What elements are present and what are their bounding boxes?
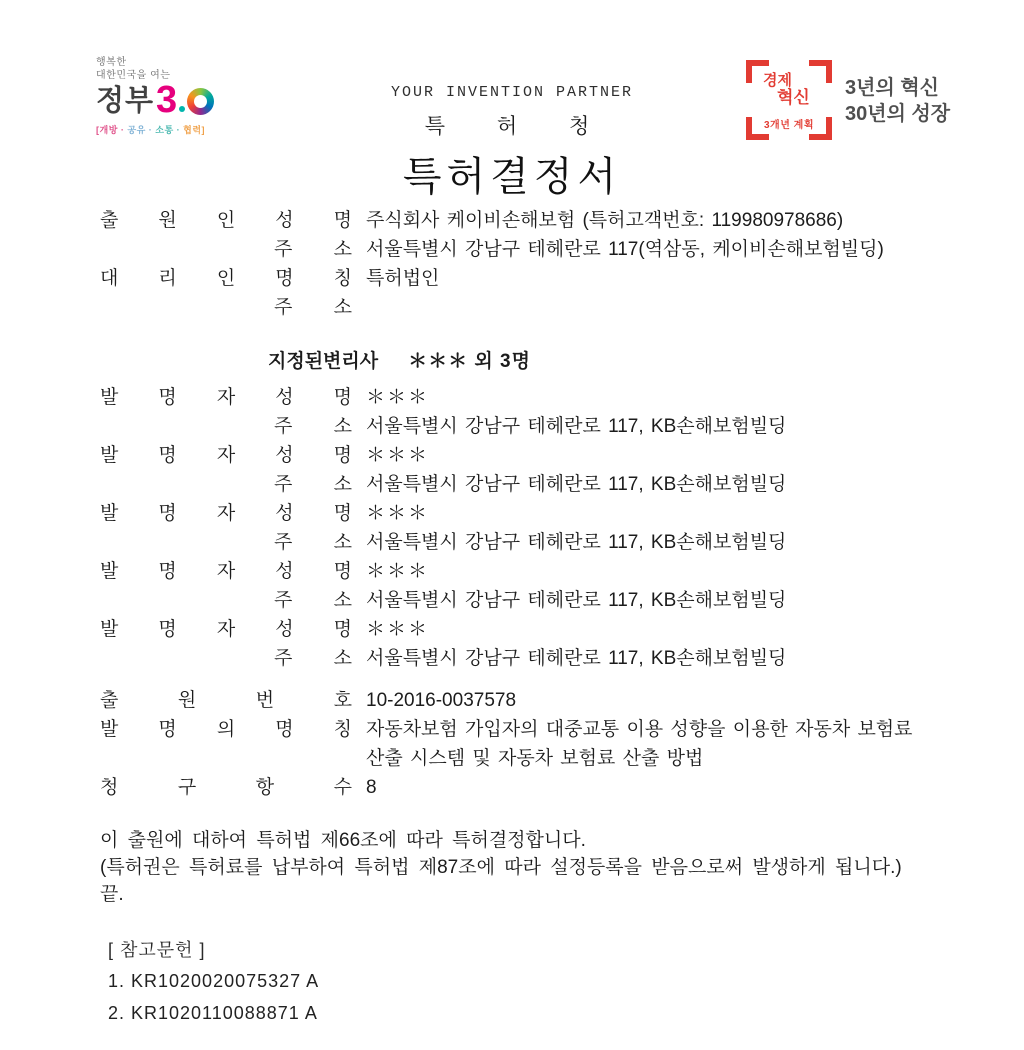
agent-address-row (100, 293, 924, 322)
inventor-address-row (100, 412, 924, 441)
inventor-address-value: 서울특별시 강남구 테헤란로 117, KB손해보험빌딩 (366, 474, 787, 495)
applicant-name-row (100, 206, 924, 235)
decision-line2: (특허권은 특허료를 납부하여 특허법 제87조에 따라 설정등록을 받음으로써 발생하게 됩니다.) 끝. (100, 857, 902, 905)
kipo-office-name: 특 허 청 (424, 115, 600, 138)
economy-innovation-logo (746, 60, 950, 140)
references-section (108, 935, 924, 1029)
inventor-address-label: 주 소 (274, 648, 352, 669)
application-number-label: 출 원 번 호 (100, 690, 352, 711)
inventor-address-row (100, 644, 924, 673)
claims-count-row (100, 773, 924, 802)
application-info (100, 686, 924, 802)
kipo-tagline: YOUR INVENTION PARTNER (390, 84, 634, 101)
inventor-name-value: ＊＊＊ (366, 387, 430, 408)
inventor-name-row (100, 615, 924, 644)
econ-word3: 3개년 계획 (764, 120, 814, 131)
gov30-slogan-word: 소통 · (155, 125, 181, 135)
econ-word2: 혁신 (777, 88, 810, 107)
decision-line1: 이 출원에 대하여 특허법 제66조에 따라 특허결정합니다. (100, 830, 586, 851)
applicant-address-value: 서울특별시 강남구 테헤란로 117(역삼동, 케이비손해보험빌딩) (366, 239, 884, 260)
inventor-name-label: 발 명 자 성 명 (100, 387, 352, 408)
inventor-name-row (100, 441, 924, 470)
inventor-address-label: 주 소 (274, 590, 352, 611)
document-body (100, 206, 924, 1029)
econ-slogan-line2: 30년의 성장 (845, 103, 951, 125)
designated-attorney-label: 지정된변리사 (268, 351, 379, 372)
inventor-address-value: 서울특별시 강남구 테헤란로 117, KB손해보험빌딩 (366, 416, 787, 437)
inventor-address-value: 서울특별시 강남구 테헤란로 117, KB손해보험빌딩 (366, 648, 787, 669)
econ-slogan (845, 75, 950, 127)
agent-name-value: 특허법인 (366, 268, 440, 289)
inventor-address-row (100, 470, 924, 499)
application-number-row (100, 686, 924, 715)
applicant-address-label: 주 소 (274, 239, 352, 260)
claims-count-value: 8 (366, 777, 377, 798)
econ-word1: 경제 (763, 72, 792, 89)
inventor-address-label: 주 소 (274, 532, 352, 553)
application-number-value: 10-2016-0037578 (366, 690, 517, 711)
applicant-address-row (100, 235, 924, 264)
invention-title-value: 자동차보험 가입자의 대중교통 이용 성향을 이용한 자동차 보험료 산출 시스템 및 자동차 보험료 산출 방법 (366, 719, 913, 769)
inventor-name-label: 발 명 자 성 명 (100, 503, 352, 524)
gov30-slogan-word: [개방 · (96, 125, 125, 135)
designated-attorney-row (268, 347, 924, 376)
applicant-name-value: 주식회사 케이비손해보험 (특허고객번호: 119980978686) (366, 210, 844, 231)
document-title: 특허결정서 (402, 155, 622, 199)
decision-statement (100, 827, 924, 908)
gov30-tagline-line1: 행복한 (96, 57, 127, 68)
inventor-address-label: 주 소 (274, 474, 352, 495)
gov30-number-three: 3 (156, 79, 178, 121)
reference-item: 1. KR1020020075327 A (108, 971, 320, 991)
invention-title-label: 발 명 의 명 칭 (100, 719, 352, 740)
inventor-name-label: 발 명 자 성 명 (100, 561, 352, 582)
inventor-list (100, 383, 924, 673)
inventor-name-value: ＊＊＊ (366, 445, 430, 466)
agent-name-row (100, 264, 924, 293)
inventor-name-label: 발 명 자 성 명 (100, 619, 352, 640)
inventor-address-value: 서울특별시 강남구 테헤란로 117, KB손해보험빌딩 (366, 532, 787, 553)
inventor-address-row (100, 528, 924, 557)
agent-name-label: 대 리 인 명 칭 (100, 268, 352, 289)
gov30-slogan-word: 협력] (183, 125, 206, 135)
bracket-corner-icon (809, 60, 832, 83)
inventor-name-value: ＊＊＊ (366, 503, 430, 524)
inventor-name-value: ＊＊＊ (366, 619, 430, 640)
claims-count-label: 청 구 항 수 (100, 777, 352, 798)
applicant-name-label: 출 원 인 성 명 (100, 210, 352, 231)
gov30-tagline-line2: 대한민국을 여는 (96, 70, 171, 81)
econ-slogan-line1: 3년의 혁신 (845, 77, 939, 99)
inventor-name-value: ＊＊＊ (366, 561, 430, 582)
inventor-name-row (100, 557, 924, 586)
reference-item: 2. KR1020110088871 A (108, 1003, 318, 1023)
references-heading: [ 참고문헌 ] (108, 940, 206, 960)
inventor-address-label: 주 소 (274, 416, 352, 437)
invention-title-row (100, 715, 924, 773)
designated-attorney-value: ＊＊＊ 외 3명 (408, 351, 531, 372)
economy-innovation-bracket-box (746, 60, 832, 140)
gov30-slogan-word: 공유 · (127, 125, 153, 135)
inventor-address-value: 서울특별시 강남구 테헤란로 117, KB손해보험빌딩 (366, 590, 787, 611)
inventor-name-row (100, 383, 924, 412)
inventor-address-row (100, 586, 924, 615)
agent-address-label: 주 소 (274, 297, 352, 318)
gov30-brand-text: 정부 (96, 85, 155, 117)
inventor-name-row (100, 499, 924, 528)
inventor-name-label: 발 명 자 성 명 (100, 445, 352, 466)
